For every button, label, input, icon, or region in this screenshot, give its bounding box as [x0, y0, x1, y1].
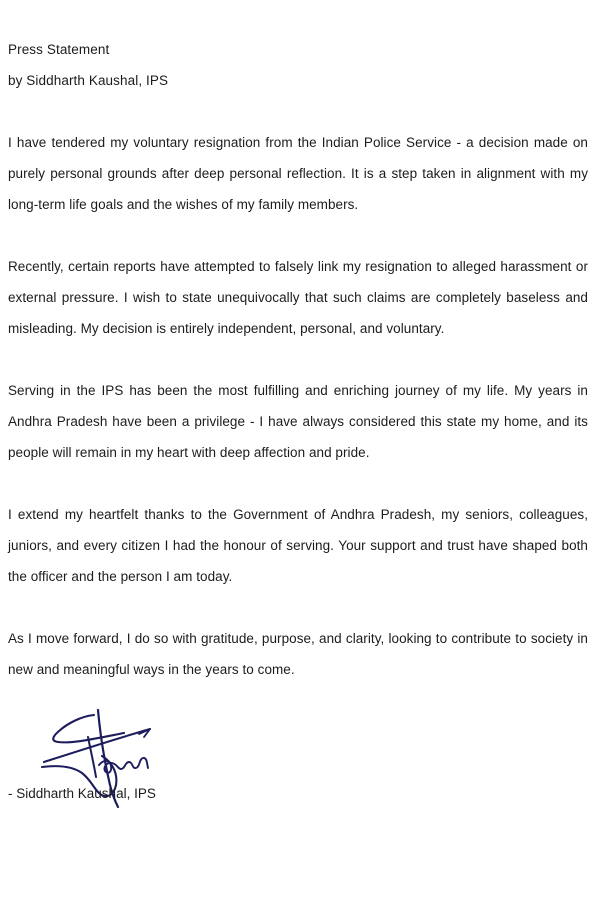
document-header — [8, 0, 588, 96]
statement-body — [8, 127, 588, 685]
page-title: Press Statement — [8, 42, 110, 57]
signature-name-line: - Siddharth Kaushal, IPS — [8, 786, 156, 801]
signature-block — [8, 707, 588, 827]
byline: by Siddharth Kaushal, IPS — [8, 73, 169, 88]
paragraph: I extend my heartfelt thanks to the Government of Andhra Pradesh, my seniors, colleagues, juniors, and every citizen I had the honour of serving. Your support and trust have shaped both the officer and the person I am today. — [8, 507, 588, 584]
paragraph: Recently, certain reports have attempted to falsely link my resignation to alleged harassment or external pressure. I wish to state unequivocally that such claims are completely baseless and misleading. My decision is entirely independent, personal, and voluntary. — [8, 259, 588, 336]
paragraph: As I move forward, I do so with gratitude, purpose, and clarity, looking to contribute to society in new and meaningful ways in the years to come. — [8, 631, 588, 677]
paragraph: I have tendered my voluntary resignation from the Indian Police Service - a decision made on purely personal grounds after deep personal reflection. It is a step taken in alignment with my long-term life goals and the wishes of my family members. — [8, 135, 588, 212]
paragraph: Serving in the IPS has been the most fulfilling and enriching journey of my life. My years in Andhra Pradesh have been a privilege - I have always considered this state my home, and its people will remain in my heart with deep affection and pride. — [8, 383, 588, 460]
